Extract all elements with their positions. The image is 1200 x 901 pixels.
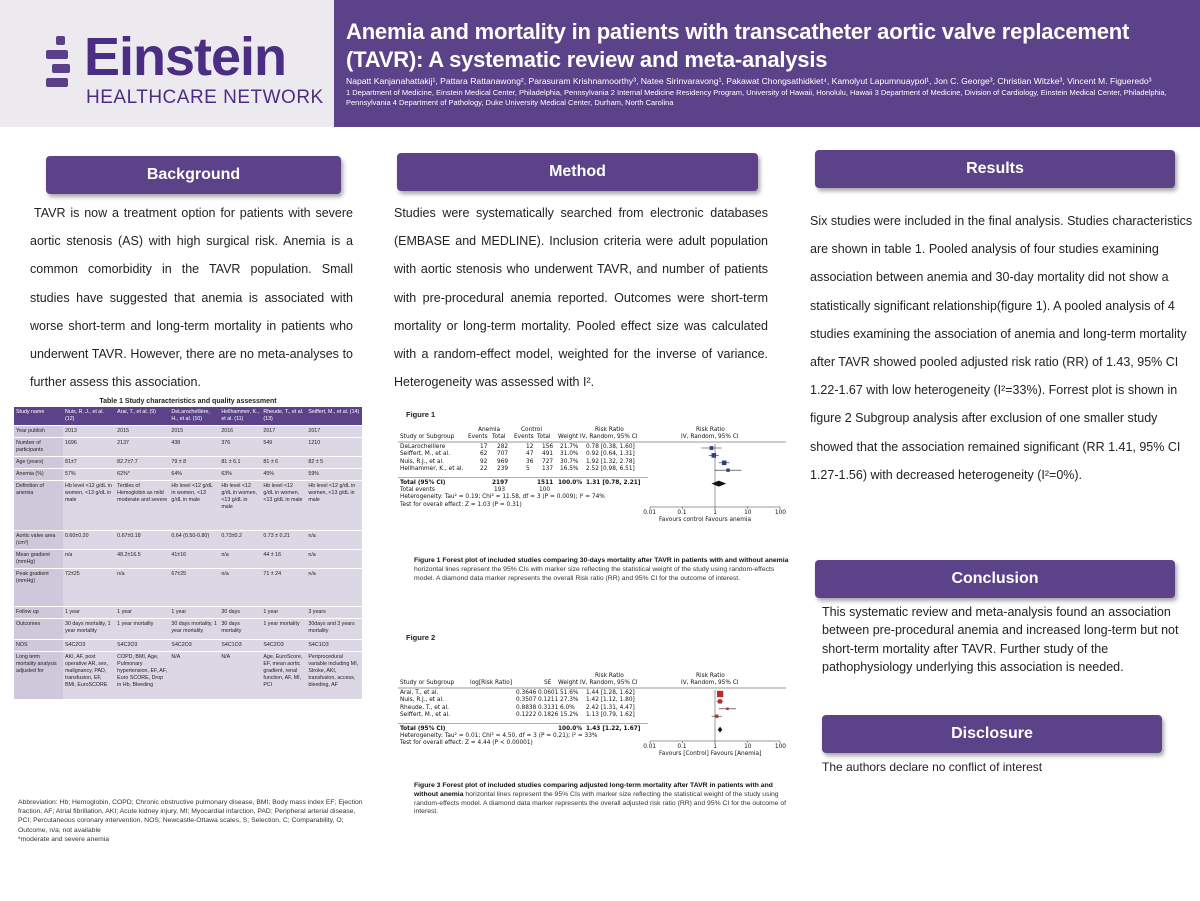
anemia-events: 62 [480, 451, 488, 458]
weight: 6.0% [560, 704, 575, 711]
table-cell: 1210 [306, 438, 362, 457]
table-cell: 72±25 [63, 569, 115, 607]
weight: 30.7% [560, 458, 579, 465]
weight: 15.2% [560, 712, 579, 719]
table-row [14, 569, 362, 607]
table1-notes [18, 798, 368, 844]
group-b-head: Control [521, 427, 542, 433]
table-row [14, 607, 362, 619]
study-name: Rheude, T., et al. [400, 704, 449, 711]
col-total: Total [492, 434, 506, 440]
table-cell: 62%* [115, 469, 169, 481]
plot-subhead: IV, Random, 95% CI [681, 434, 739, 440]
table-row-label: NOS [14, 640, 63, 652]
table-row [14, 481, 362, 531]
col-total: Total [537, 434, 551, 440]
table-row-label: Aortic valve area (cm²) [14, 531, 63, 550]
table-cell: 0.73±0.2 [219, 531, 261, 550]
study-marker [722, 461, 727, 466]
study-name: Arai, T., et al. [400, 690, 439, 696]
table-cell: 57% [63, 469, 115, 481]
total-label: Total (95% CI) [400, 479, 446, 486]
conclusion-text: This systematic review and meta-analysis found an association between pre-procedural anemia and increased long-term but not short-term mortality after TAVR. Further study of the pathophysiology underlying this association is needed. [822, 605, 1179, 675]
study-name: Seiffert, M., et al. [400, 451, 450, 458]
table-cell: S4C1O3 [219, 640, 261, 652]
table-row [14, 652, 362, 700]
log-rr: 0.1222 [516, 712, 537, 719]
logo-name: Einstein [84, 27, 287, 87]
tick-label: 100 [774, 744, 786, 750]
weight: 31.0% [560, 451, 579, 458]
table-row [14, 426, 362, 438]
log-rr: 0.3646 [516, 690, 537, 696]
group-a-head: Anemia [478, 427, 501, 433]
total-ci: 1.31 [0.78, 2.21] [586, 479, 641, 486]
table-row [14, 531, 362, 550]
table-row-label: Age (years) [14, 457, 63, 469]
table-row [14, 457, 362, 469]
table-row-label: Mean gradient (mmHg) [14, 550, 63, 569]
study-marker [715, 715, 718, 718]
table-cell: 1 year mortality [115, 619, 169, 640]
table-cell: 41±16 [169, 550, 219, 569]
table-cell: S4C2O3 [261, 640, 306, 652]
study-marker [718, 699, 722, 703]
tick-label: 0.01 [643, 744, 657, 750]
study-marker [726, 708, 729, 711]
ci-text: 1.42 [1.12, 1.80] [586, 697, 635, 704]
control-total: 491 [542, 451, 554, 458]
table-cell: 438 [169, 438, 219, 457]
table-cell: 45% [261, 469, 306, 481]
table-row [14, 640, 362, 652]
ci-text: 0.92 [0.64, 1.31] [586, 451, 635, 458]
pooled-diamond [711, 481, 726, 487]
figure1-caption [414, 557, 794, 583]
table1 [14, 398, 362, 700]
tick-label: 1 [713, 744, 717, 750]
figure2-caption-text: horizontal lines represent the 95% CIs with marker size reflecting the statistical weight of the study using random-effects model. A diamond data marker represents the overall adjusted risk ratio (RR) and 95% CI for the outcome of interest. [414, 790, 786, 816]
weight: 27.3% [560, 697, 579, 704]
se: 0.1826 [538, 712, 559, 719]
table-row-label: Outcomes [14, 619, 63, 640]
ci-text: 0.78 [0.38, 1.60] [586, 444, 635, 450]
se: 0.3131 [538, 704, 559, 711]
table-cell: S4C2O3 [115, 640, 169, 652]
anemia-events: 92 [480, 458, 488, 465]
background-heading: Background [46, 156, 341, 194]
table-cell: 0.60±0.20 [63, 531, 115, 550]
results-heading: Results [815, 150, 1175, 188]
ci-text: 2.52 [0.98, 6.51] [586, 466, 635, 473]
log-rr: 0.3507 [516, 697, 537, 704]
rr-head: Risk Ratio [595, 427, 624, 433]
table-cell: 2017 [261, 426, 306, 438]
table-cell: 0.73 ± 0.21 [261, 531, 306, 550]
pooled-diamond [718, 727, 722, 733]
rr-head: Risk Ratio [595, 673, 624, 679]
method-text: Studies were systematically searched from electronic databases (EMBASE and MEDLINE). Inclusion criteria were adult population with aortic stenosis who underwent TAVR, and number of patients with pre-procedural anemia reported. Outcomes were short-term mortality or long-term mortality. Pooled effect size was calculated with a random-effect model, weighted for the inverse of variance. Heterogeneity was assessed with I². [394, 206, 768, 390]
col-events: Events [514, 434, 534, 440]
rr-subhead: IV, Random, 95% CI [580, 434, 638, 440]
table-header-cell: Hellhammer, K., et al. (11) [219, 407, 261, 426]
total-weight: 100.0% [558, 725, 583, 732]
control-total: 156 [542, 444, 554, 450]
table-cell: n/a [219, 569, 261, 607]
method-heading: Method [397, 153, 758, 191]
overall-effect: Test for overall effect: Z = 4.44 (P < 0.00001) [400, 740, 533, 747]
weight: 21.7% [560, 444, 579, 450]
study-name: Seiffert, M., et al. [400, 712, 450, 719]
table-cell: n/a [306, 531, 362, 550]
total-ci: 1.43 [1.22, 1.67] [586, 725, 641, 732]
table-cell: Age, EuroScore, EF, mean aortic gradient, renal function, AF, MI, PCI [261, 652, 306, 700]
figure1-forest-plot [398, 420, 788, 530]
anemia-events: 17 [480, 444, 488, 450]
table-cell: 59% [306, 469, 362, 481]
col-study: Study or Subgroup [400, 680, 455, 686]
anemia-events: 22 [480, 466, 488, 473]
table-cell: n/a [63, 550, 115, 569]
total-weight: 100.0% [558, 479, 583, 486]
control-events: 5 [526, 466, 530, 473]
table-cell: 1 year [261, 607, 306, 619]
table-cell: S4C2O3 [169, 640, 219, 652]
control-events: 12 [526, 444, 534, 450]
footnote: *moderate and severe anemia [18, 835, 110, 843]
results-text: Six studies were included in the final analysis. Studies characteristics are shown in table 1. Pooled analysis of four studies examining association between anemia and 30-day mortality did not show a statistically significant relationship(figure 1). A pooled analysis of 4 studies examining the association of anemia and long-term mortality after TAVR showed pooled adjusted risk ratio (RR) of 1.43, 95% CI 1.22-1.67 with low heterogeneity (I²=33%). Forrest plot is shown in figure 2 Subgroup analysis after exclusion of one smaller study showed that the association remained significant (RR 1.41, 95% CI 1.27-1.56) with decreased heterogeneity (I²=0%). [810, 214, 1193, 482]
favours-label: Favours [Control] Favours [Anemia] [659, 751, 762, 757]
table-cell: Tertiles of Hemoglobin as mild moderate and severe [115, 481, 169, 531]
table-row-label: Year publish [14, 426, 63, 438]
plot-head: Risk Ratio [696, 427, 725, 433]
table-cell: Hb level <12 g/dL in women, <13 g/dL in male [219, 481, 261, 531]
events-anemia: 193 [494, 487, 506, 493]
total-anemia: 2197 [492, 479, 509, 486]
col-events: Events [468, 434, 488, 440]
table-row [14, 469, 362, 481]
abbreviation-note: Abbreviation: Hb; Hemoglobin, COPD; Chronic obstructive pulmonary disease, BMI; Body mass index EF; Ejection fraction, AF; Atrial fibrillation, AKI; Acute kidney injury, MI; Myocardial infarction, PAD; Peripheral arterial disease, PCI; Percutaneous coronary intervention, NOS; Newcastle-Ottawa scales, S; Selection, C; Comparability, O; Outcome, n/a; not available [18, 799, 363, 834]
table-cell: 2015 [169, 426, 219, 438]
study-name: Nuis, R.J., et al. [400, 458, 444, 465]
table-cell: 63% [219, 469, 261, 481]
table-header-cell: Study name [14, 407, 63, 426]
se: 0.0601 [538, 690, 559, 696]
study-name: Hellhammer, K., et al. [400, 466, 464, 473]
disclosure-text: The authors declare no conflict of interest [822, 760, 1043, 774]
anemia-total: 239 [497, 466, 509, 473]
table-cell: n/a [219, 550, 261, 569]
plot-head: Risk Ratio [696, 673, 725, 679]
tick-label: 0.1 [677, 510, 687, 516]
table-cell: 82 ± 5 [306, 457, 362, 469]
study-marker [726, 469, 729, 472]
table-cell: n/a [115, 569, 169, 607]
table-cell: n/a [306, 550, 362, 569]
figure1-label: Figure 1 [406, 410, 436, 419]
table-cell: 1 year [169, 607, 219, 619]
table-header-cell: Nuis, R. J., et al. (12) [63, 407, 115, 426]
table-header-cell: Rheude, T., et al. (13) [261, 407, 306, 426]
poster-title: Anemia and mortality in patients with transcatheter aortic valve replacement (TAVR): A systematic review and meta-analysis [346, 19, 1130, 72]
table-row-label: Peak gradient (mmHg) [14, 569, 63, 607]
tick-label: 0.1 [677, 744, 687, 750]
tick-label: 10 [744, 510, 752, 516]
table-cell: 79 ± 8 [169, 457, 219, 469]
figure2-caption-title: Figure 3 Forest plot of included studies comparing adjusted long-term mortality after TAVR in patients with and without anemia [414, 782, 773, 798]
tick-label: 0.01 [643, 510, 657, 516]
study-marker [717, 691, 723, 697]
table1-caption: Table 1 Study characteristics and quality assessment [99, 398, 277, 405]
logo-mark-icon [46, 36, 72, 88]
table-cell: 81±7 [63, 457, 115, 469]
anemia-total: 707 [497, 451, 509, 458]
study-name: DeLarochelliere [400, 444, 446, 450]
table-header-cell: DeLarochellière, H., et al. (10) [169, 407, 219, 426]
table-cell: 30 days mortality [219, 619, 261, 640]
weight: 16.5% [560, 466, 579, 473]
se: 0.1211 [538, 697, 559, 704]
background-text: TAVR is now a treatment option for patients with severe aortic stenosis (AS) with high surgical risk. Anemia is a common comorbidity in the TAVR population. Small studies have suggested that anemia is associated with worse short-term and long-term mortality in patients who underwent TAVR. However, there are no meta-analyses to further assess this association. [30, 206, 353, 390]
table-cell: 549 [261, 438, 306, 457]
events-control: 100 [539, 487, 551, 493]
col-log: log[Risk Ratio] [470, 680, 513, 686]
table-row-label: Number of participants [14, 438, 63, 457]
table-row-label: Long term mortality analysis adjusted for [14, 652, 63, 700]
ci-text: 1.44 [1.28, 1.62] [586, 690, 635, 696]
characteristics-table [14, 407, 362, 700]
table-row-label: Definition of anemia [14, 481, 63, 531]
table-cell: 44 ± 16 [261, 550, 306, 569]
table-row-label: Anemia (%) [14, 469, 63, 481]
table-cell: Hb level <12 g/dL in women, <13 g/dL in male [261, 481, 306, 531]
col-weight: Weight [558, 434, 579, 440]
table-cell: 71 ± 24 [261, 569, 306, 607]
table-cell: 64% [169, 469, 219, 481]
events-label: Total events [400, 487, 435, 493]
control-total: 137 [542, 466, 554, 473]
study-marker [712, 453, 717, 458]
table-cell: Hb level <12 g/dL in women, <13 g/dL in male [169, 481, 219, 531]
table-cell: S4C2O3 [63, 640, 115, 652]
table-cell: 2017 [306, 426, 362, 438]
overall-effect: Test for overall effect: Z = 1.03 (P = 0.31) [400, 501, 522, 508]
col-weight: Weight [558, 680, 579, 686]
table-cell: 0.67±0.18 [115, 531, 169, 550]
table-cell: N/A [169, 652, 219, 700]
plot-subhead: IV, Random, 95% CI [681, 680, 739, 686]
table-cell: 1696 [63, 438, 115, 457]
control-events: 47 [526, 451, 534, 458]
rr-subhead: IV, Random, 95% CI [580, 680, 638, 686]
table-header-cell: Seiffert, M., et al. (14) [306, 407, 362, 426]
study-marker [710, 446, 714, 450]
table-cell: Hb level <12 g/dL in women, <13 g/dL in male [306, 481, 362, 531]
study-name: Nuis, R.J., et al. [400, 697, 444, 704]
table-cell: S4C1O3 [306, 640, 362, 652]
control-events: 36 [526, 458, 534, 465]
table-cell: 2016 [219, 426, 261, 438]
tick-label: 1 [713, 510, 717, 516]
ci-text: 2.42 [1.31, 4.47] [586, 704, 635, 711]
figure2-label: Figure 2 [406, 633, 436, 642]
tick-label: 100 [774, 510, 786, 516]
figure1-caption-text: horizontal lines represent the 95% CIs with marker size reflecting the statistical weight of the study using random-effects model. A diamond data marker represents the overall Risk ratio (RR) and 95% CI for the outcome of interest. [414, 565, 775, 582]
disclosure-heading: Disclosure [822, 715, 1162, 753]
table-cell: 82.7±7.7 [115, 457, 169, 469]
table-cell: 30 days [219, 607, 261, 619]
total-control: 1511 [537, 479, 554, 486]
table-cell: Periprocedural variable including MI, Stroke, AKI, transfusion, access, bleeding, AF [306, 652, 362, 700]
table-header-cell: Arai, T., et al. (9) [115, 407, 169, 426]
weight: 51.6% [560, 690, 579, 696]
table-cell: 2013 [63, 426, 115, 438]
ci-text: 1.13 [0.79, 1.62] [586, 712, 635, 719]
tick-label: 10 [744, 744, 752, 750]
conclusion-heading: Conclusion [815, 560, 1175, 598]
anemia-total: 282 [497, 444, 509, 450]
table-cell: 81 ± 6.1 [219, 457, 261, 469]
table-cell: Hb level <12 g/dL in women, <13 g/dL in male [63, 481, 115, 531]
table-cell: 2015 [115, 426, 169, 438]
table-cell: 376 [219, 438, 261, 457]
table-cell: 0.64 (0.50-0.80) [169, 531, 219, 550]
table-cell: 2137 [115, 438, 169, 457]
table-row [14, 438, 362, 457]
table-cell: 30 days mortality, 1 year mortality [169, 619, 219, 640]
table-row [14, 619, 362, 640]
figure2-forest-plot [398, 672, 788, 760]
table-cell: 67±25 [169, 569, 219, 607]
favours-label: Favours control Favours anemia [659, 517, 752, 523]
table-cell: 30 days mortality, 1 year mortality [63, 619, 115, 640]
table-row-label: Follow up [14, 607, 63, 619]
control-total: 727 [542, 458, 554, 465]
heterogeneity: Heterogeneity: Tau² = 0.01; Chi² = 4.50, df = 3 (P = 0.21); I² = 33% [400, 733, 598, 739]
table-cell: 81 ± 6 [261, 457, 306, 469]
table-cell: 1 year mortality [261, 619, 306, 640]
title-banner [334, 0, 1200, 127]
table-row [14, 550, 362, 569]
affiliations: 1 Department of Medicine, Einstein Medical Center, Philadelphia, Pennsylvania 2 Internal Medicine Residency Program, University of Hawaii, Honolulu, Hawaii 3 Department of Medicine, Division of Cardiology, Einstein Medical Center, Philadelphia, Pennsylvania 4 Department of Pathology, Duke University Medical Center, Durham, North Carolina [346, 88, 1167, 107]
total-label: Total (95% CI) [400, 725, 446, 732]
table-cell: 1 year [63, 607, 115, 619]
col-study: Study or Subgroup [400, 434, 455, 440]
ci-text: 1.92 [1.32, 2.78] [586, 458, 635, 465]
figure1-caption-title: Figure 1 Forest plot of included studies comparing 30-days mortality after TAVR in patients with and without anemia [414, 557, 789, 564]
anemia-total: 969 [497, 458, 509, 465]
log-rr: 0.8838 [516, 704, 537, 711]
authors: Napatt Kanjanahattakij¹, Pattara Rattanawong², Parasuram Krishnamoorthy³, Natee Sirinvaravong¹, Pakawat Chongsathidkiet⁴, Kamolyut Lapumnuaypol¹, Jon C. George³, Christian Witzke³, Vincent M. Figueredo³ [346, 76, 1152, 86]
table-cell: 3 years [306, 607, 362, 619]
table-cell: N/A [219, 652, 261, 700]
table-cell: COPD, BMI, Age, Pulmonary hypertension, EF, AF, Euro SCORE, Drop in Hb, Bleeding [115, 652, 169, 700]
logo-area [0, 0, 334, 127]
table-cell: 30days and 3 years mortality [306, 619, 362, 640]
table-cell: 48.2±16.5 [115, 550, 169, 569]
figure2-caption [414, 782, 794, 817]
table-cell: AKI, AF, post operative AR, sex, malignancy, PAD, transfusion, EF, BMI, EuroSCORE [63, 652, 115, 700]
col-se: SE [544, 680, 552, 686]
logo-subtitle: HEALTHCARE NETWORK [86, 87, 324, 108]
table-cell: 1 year [115, 607, 169, 619]
table-cell: n/a [306, 569, 362, 607]
heterogeneity: Heterogeneity: Tau² = 0.19; Chi² = 11.58, df = 3 (P = 0.009); I² = 74% [400, 494, 605, 501]
